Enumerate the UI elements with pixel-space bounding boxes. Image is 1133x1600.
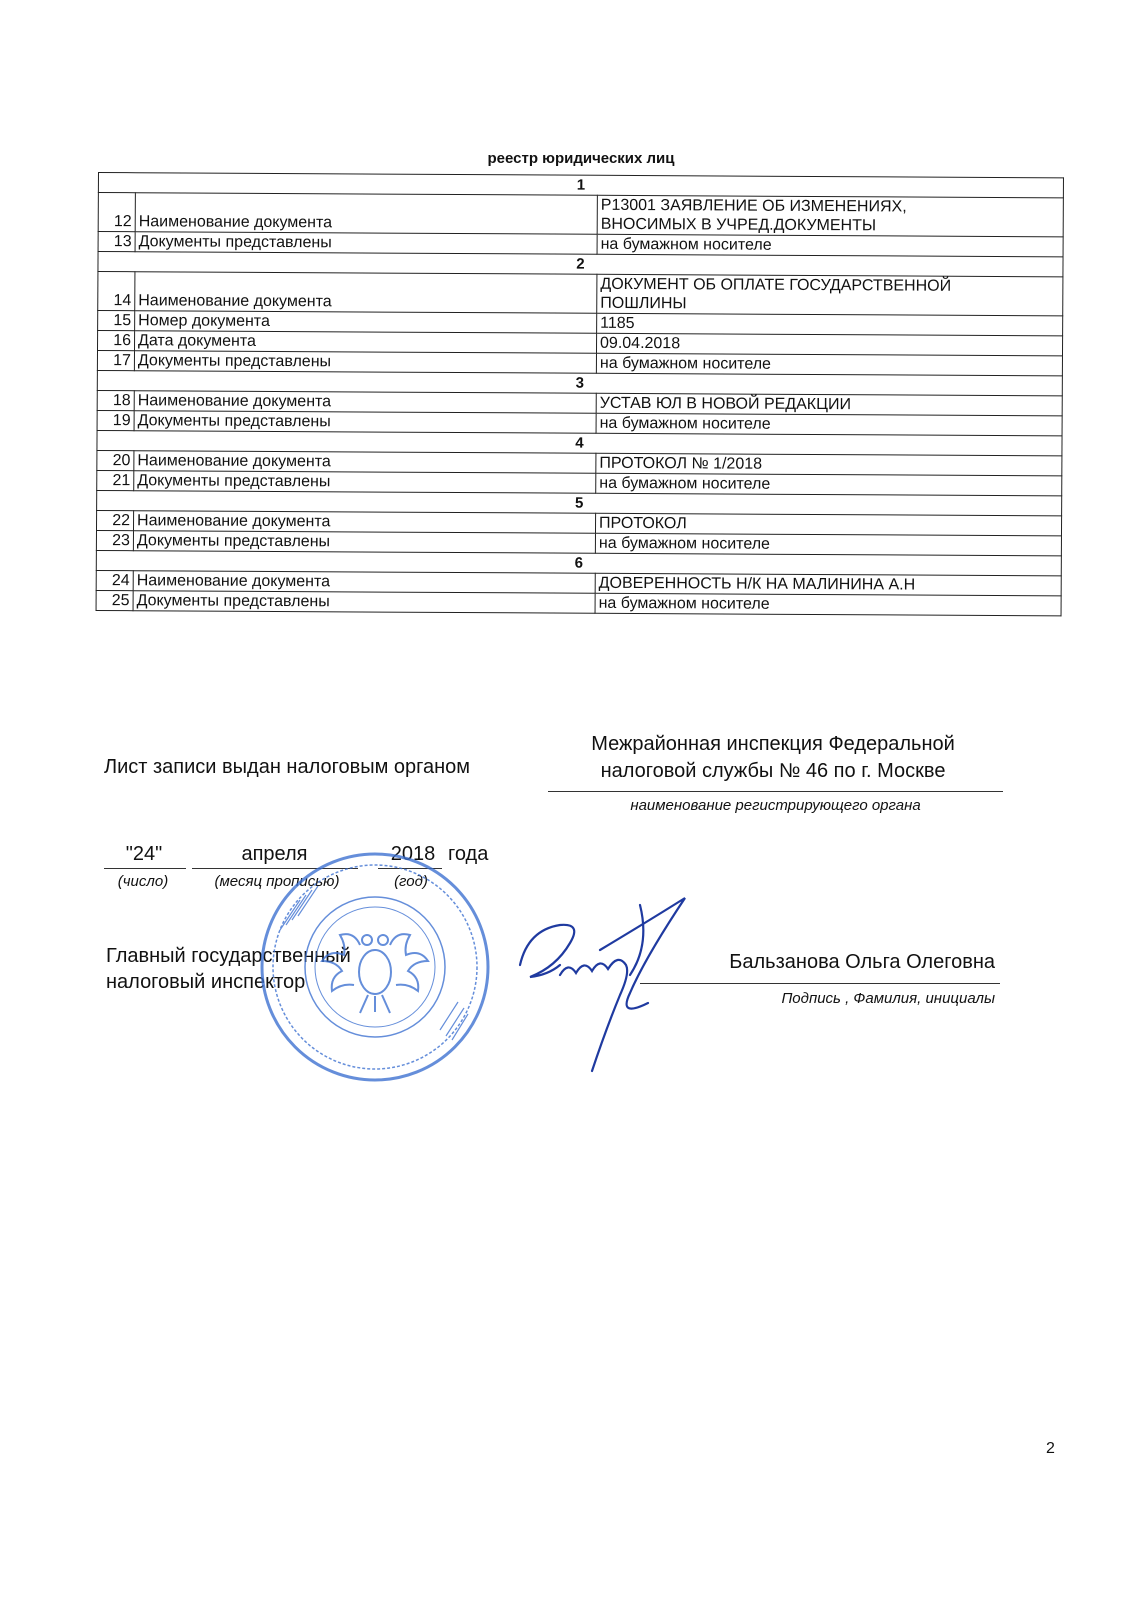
signature-caption: Подпись , Фамилия, инициалы [781,990,995,1007]
eagle-emblem-icon [322,934,428,1013]
date-year-caption: (год) [394,873,428,890]
date-month: апреля [241,843,308,865]
field-name: Наименование документа [133,511,595,534]
row-number: 22 [96,510,133,530]
registry-header: реестр юридических лиц [487,150,675,167]
field-value: ДОВЕРЕННОСТЬ Н/К НА МАЛИНИНА А.Н [595,573,1061,596]
field-name: Наименование документа [135,272,597,314]
row-number: 13 [98,232,135,252]
row-number: 21 [97,470,134,490]
row-number: 14 [98,272,135,311]
field-name: Дата документа [135,331,597,354]
group-number: 3 [97,370,1062,395]
handwritten-signature [520,898,685,1071]
date-day-caption: (число) [117,873,169,890]
field-value: на бумажном носителе [595,533,1061,556]
field-value: на бумажном носителе [595,593,1061,616]
field-value: ДОКУМЕНТ ОБ ОПЛАТЕ ГОСУДАРСТВЕННОЙ ПОШЛИНЫ [597,274,1063,316]
row-number: 24 [96,570,133,590]
position-title: Главный государственный налоговый инспектор [106,945,351,993]
field-value: 09.04.2018 [596,333,1062,356]
field-name: Наименование документа [134,391,596,414]
issued-label: Лист записи выдан налоговым органом [104,756,471,778]
field-value: УСТАВ ЮЛ В НОВОЙ РЕДАКЦИИ [596,393,1062,416]
field-name: Документы представлены [133,591,595,614]
group-number: 6 [96,550,1061,575]
group-number: 1 [98,173,1063,198]
authority-caption: наименование регистрирующего органа [630,797,921,814]
row-number: 18 [97,390,134,410]
field-name: Наименование документа [133,571,595,594]
field-value: на бумажном носителе [597,234,1063,257]
field-name: Документы представлены [133,531,595,554]
row-number: 19 [97,410,134,430]
field-value: ПРОТОКОЛ № 1/2018 [596,453,1062,476]
field-name: Документы представлены [134,471,596,494]
row-number: 16 [98,331,135,351]
field-name: Документы представлены [134,351,596,374]
row-number: 15 [98,311,135,331]
field-value: Р13001 ЗАЯВЛЕНИЕ ОБ ИЗМЕНЕНИЯХ, ВНОСИМЫХ В УЧРЕД.ДОКУМЕНТЫ [597,195,1063,237]
official-stamp [262,854,488,1080]
field-value: ПРОТОКОЛ [595,513,1061,536]
field-value: на бумажном носителе [596,353,1062,376]
signer-name: Бальзанова Ольга Олеговна [729,951,995,973]
field-name: Документы представлены [135,232,597,255]
field-value: на бумажном носителе [596,473,1062,496]
date-month-caption: (месяц прописью) [214,873,340,890]
group-number: 4 [97,430,1062,455]
authority-name: Межрайонная инспекция Федеральной налоговой службы № 46 по г. Москве [591,733,955,782]
date-day: "24" [125,843,163,865]
field-name: Наименование документа [135,193,597,235]
group-number: 5 [97,490,1062,515]
field-name: Наименование документа [134,451,596,474]
stamp-seal-texture [280,886,468,1040]
page-number: 2 [1046,1440,1055,1457]
field-value: 1185 [597,313,1063,336]
field-name: Документы представлены [134,411,596,434]
row-number: 17 [97,351,134,371]
row-number: 12 [98,193,135,232]
field-name: Номер документа [135,311,597,334]
row-number: 23 [96,530,133,550]
date-year: 2018 [390,843,436,865]
field-value: на бумажном носителе [596,413,1062,436]
row-number: 25 [96,590,133,610]
date-year-suffix: года [448,843,489,865]
row-number: 20 [97,450,134,470]
group-number: 2 [98,252,1063,277]
